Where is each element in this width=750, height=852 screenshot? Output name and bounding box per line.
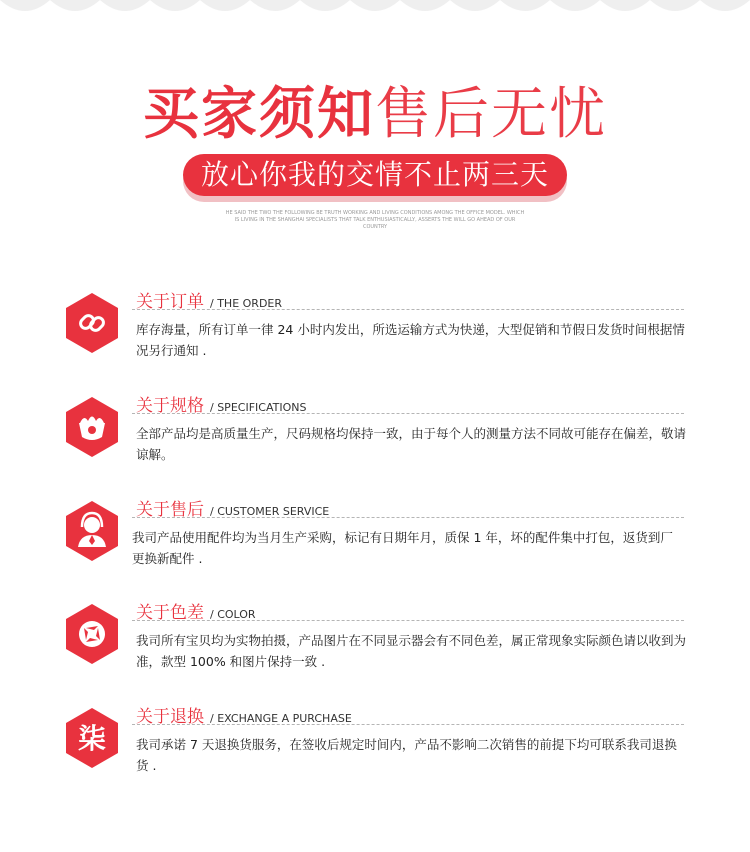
title-bold: 买家须知 <box>143 82 375 147</box>
section-customer-service <box>0 501 750 591</box>
divider <box>132 517 684 518</box>
section-body: 我司产品使用配件均为当月生产采购，标记有日期年月，质保 1 年，坏的配件集中打包，返货到厂更换新配件 . <box>132 530 673 566</box>
divider <box>132 724 684 725</box>
section-subtitle: / EXCHANGE A PURCHASE <box>210 712 352 725</box>
section-body: 我司所有宝贝均为实物拍摄，产品图片在不同显示器会有不同色差，属正常现象实际颜色请以收到为准，款型 100% 和图片保持一致 . <box>136 633 687 669</box>
link-icon <box>66 293 118 353</box>
seven-days-icon <box>66 708 118 768</box>
section-color <box>0 604 750 694</box>
section-subtitle: / THE ORDER <box>210 297 283 310</box>
section-title: 关于退换 <box>136 707 204 727</box>
seven-days-glyph: 柒 <box>77 722 107 755</box>
section-title: 关于色差 <box>136 603 204 623</box>
package-icon <box>66 397 118 457</box>
section-title: 关于规格 <box>136 396 204 416</box>
section-subtitle: / CUSTOMER SERVICE <box>210 505 330 518</box>
section-body: 我司承诺 7 天退换货服务，在签收后规定时间内，产品不影响二次销售的前提下均可联系我司退换货 . <box>136 737 677 773</box>
section-body: 全部产品均是高质量生产，尺码规格均保持一致，由于每个人的测量方法不同故可能存在偏差，敬请谅解。 <box>136 426 687 462</box>
section-exchange <box>0 708 750 798</box>
section-body: 库存海量，所有订单一律 24 小时内发出，所选运输方式为快递，大型促销和节假日发货时间根据情况另行通知 . <box>136 322 685 358</box>
divider <box>132 620 684 621</box>
section-specifications <box>0 397 750 487</box>
customer-service-icon <box>66 501 118 561</box>
section-subtitle: / SPECIFICATIONS <box>210 401 307 414</box>
section-subtitle: / COLOR <box>210 608 256 621</box>
fine-print: HE SAID THE TWO THE FOLLOWING BE TRUTH WORKING AND LIVING CONDITIONS AMONG THE OFFICE MODEL. WHICH IS LIVING IN THE SHANGHAI SPECIALISTS THAT TALK ENTHUSIASTICALLY, ASSERTS THE WILL GO AHEAD OF OUR COUNTRY <box>225 210 525 230</box>
page-title <box>0 80 750 150</box>
refresh-icon <box>66 604 118 664</box>
divider <box>132 413 684 414</box>
divider <box>132 309 684 310</box>
section-title: 关于售后 <box>136 500 204 520</box>
section-order <box>0 293 750 383</box>
header <box>0 80 750 231</box>
subtitle-badge: 放心你我的交情不止两三天 <box>183 154 567 196</box>
section-title: 关于订单 <box>136 292 204 312</box>
scallop-border <box>0 0 750 20</box>
title-light: 售后无忧 <box>375 82 607 147</box>
